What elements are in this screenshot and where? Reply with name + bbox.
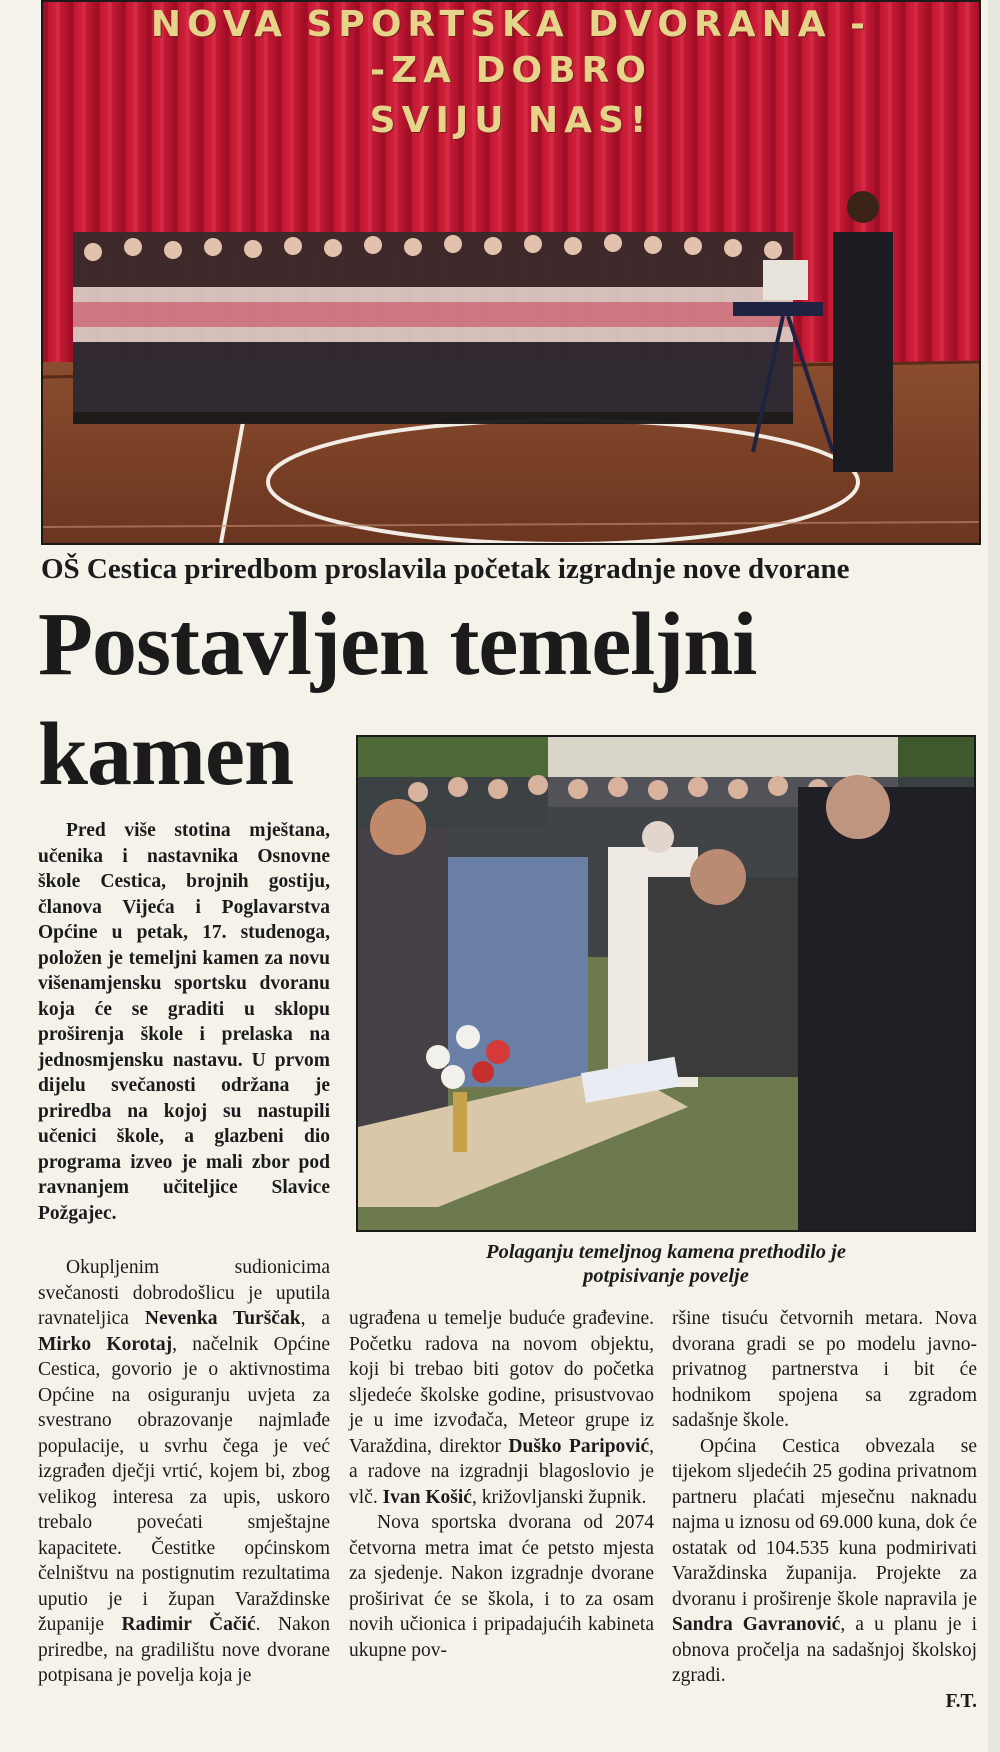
person-name: Radimir Čačić [121,1614,256,1635]
text-run: , križovljanski župnik. [471,1486,647,1508]
text-run: , načelnik Općine Cestica, govorio je o aktivnostima Općine na osiguranju uvjeta za svestrano obrazovanje najmlađe populacije, u svrhu čega je već izgrađen dječji vrtić, kojem bi, zbog velikog interesa za upis, uskoro trebalo povećati smještajne kapacitete. Čestitke općinskom čelništvu na postignutim rezultatima uputio je i župan Varaždinske županije [38,1333,330,1635]
text-run: , a [300,1308,330,1329]
article-column-1 [38,1255,330,1689]
person-name: Mirko Korotaj [38,1333,173,1355]
headline-line-2: kamen [38,705,294,804]
page-edge [988,0,1000,1752]
author-signature: F.T. [945,1690,977,1712]
person-name: Nevenka Turščak [144,1308,301,1329]
paragraph-hall-size: Nova sportska dvorana od 2074 četvorna metra imat će petsto mjesta za sjedenje. Nakon izgradnje dvorane proširivat će se škola, i to za osam novih učionica i pripadajućih kabineta ukupne pov- [349,1512,654,1661]
paragraph-construction [349,1306,654,1510]
text-run: , a u planu je i obnova pročelja na sadašnjoj školskoj zgradi. [672,1614,978,1686]
text-run: , a radove na izgradnji blagoslovio je vlč. [349,1435,654,1508]
paragraph-funding [672,1434,977,1689]
paragraph-welcome [38,1255,330,1689]
article-lead-paragraph [38,818,330,1226]
banner-line-2: -ZA DOBRO [370,50,652,91]
paragraph-partnership: ršine tisuću četvornih metara. Nova dvorana gradi se po modelu javno-privatnog partnerstva i bit će hodnikom spojena sa zgradom sadašnje škole. [672,1308,977,1431]
photo-caption [356,1240,976,1288]
person-name: Duško Paripović [508,1435,650,1457]
text-run: Okupljenim sudionicima svečanosti dobrodošlicu je uputila ravnateljica [38,1257,330,1329]
foundation-stone-photo [356,735,976,1232]
article-column-2 [349,1306,654,1663]
kicker-subtitle: OŠ Cestica priredbom proslavila početak izgradnje nove dvorane [41,553,850,585]
text-run: ugrađena u temelje buduće građevine. Početku radova na novom objektu, koji bi trebao biti gotov do početka sljedeće školske godine, prisustvovao je u ime izvođača, Meteor grupe iz Varaždina, direktor [349,1308,654,1457]
ceremony-photo-illustration [358,737,974,1230]
school-choir-photo [41,0,981,545]
person-name: Sandra Gavranović [672,1614,841,1635]
lead-text: Pred više stotina mještana, učenika i nastavnika Osnovne škole Cestica, brojnih gostiju, članova Vijeća i Poglavarstva Općine u petak, 17. studenoga, položen je temeljni kamen za novu višenamjensku sportsku dvoranu koja će se graditi u sklopu proširenja škole i prelaska na jednosmjensku nastavu. U prvom dijelu svečanosti održana je priredba na kojoj su nastupili učenici škole, a glazbeni dio programa izveo je mali zbor pod ravnanjem učiteljice Slavice Požgajec. [38,820,330,1224]
article-column-3 [672,1306,977,1714]
caption-line-2: potpisivanje povelje [583,1265,749,1287]
caption-line-1: Polaganju temeljnog kamena prethodilo je [486,1241,846,1263]
text-run: . Nakon priredbe, na gradilištu nove dvorane potpisana je povelja koja je [38,1614,330,1686]
headline-line-1: Postavljen temeljni [38,595,757,694]
person-name: Ivan Košić [382,1486,472,1508]
text-run: Općina Cestica obvezala se tijekom sljedećih 25 godina privatnom partneru plaćati mjesečnu naknadu najma u iznosu od 69.000 kuna, dok će ostatak od 104.535 kuna podmirivati Varaždinska županija. Projekte za dvoranu i proširenje škole napravila je [672,1435,977,1610]
banner-line-3: SVIJU NAS! [369,100,653,141]
banner-line-1: NOVA SPORTSKA DVORANA - [150,4,872,45]
